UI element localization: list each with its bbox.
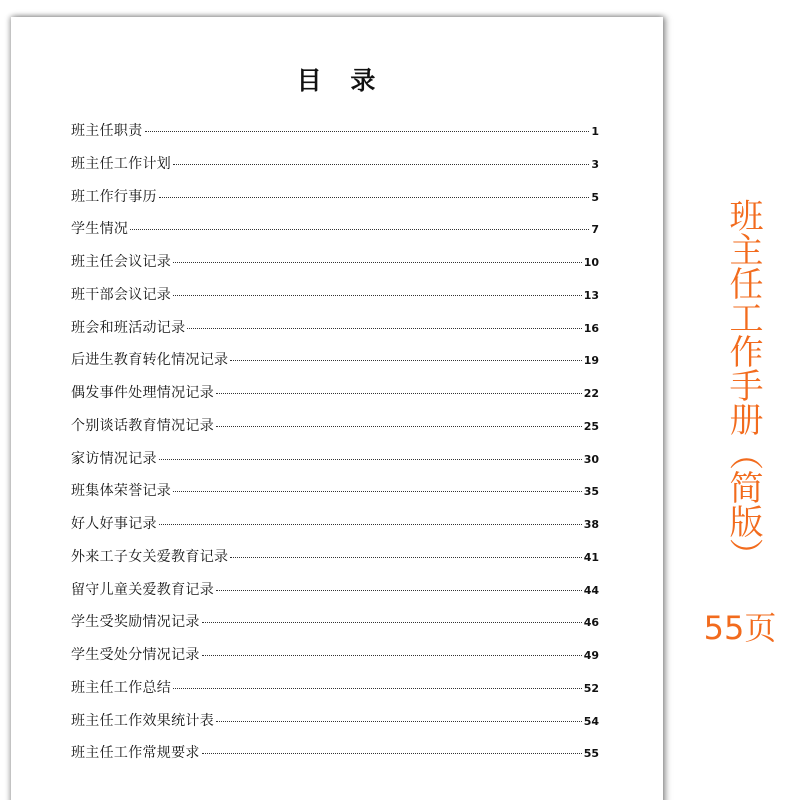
- handbook-title: 班主任工作手册（简版）: [723, 198, 763, 572]
- toc-entry: [71, 284, 599, 317]
- dot-leader: [202, 655, 582, 656]
- toc-entry: [71, 480, 599, 513]
- toc-entry: [71, 611, 599, 644]
- toc-entry: [71, 349, 599, 382]
- dot-leader: [159, 197, 590, 198]
- toc-list: [71, 120, 599, 775]
- dot-leader: [216, 721, 582, 722]
- toc-entry-title: 好人好事记录: [71, 516, 157, 532]
- toc-entry-title: 班集体荣誉记录: [71, 483, 172, 500]
- dot-leader: [173, 688, 582, 689]
- dot-leader: [230, 557, 581, 558]
- dot-leader: [173, 164, 589, 165]
- toc-entry-title: 个别谈话教育情况记录: [71, 417, 214, 434]
- toc-entry-page: 54: [583, 714, 599, 728]
- toc-entry: [71, 153, 599, 186]
- toc-entry-title: 班工作行事历: [71, 188, 157, 205]
- dot-leader: [202, 753, 582, 754]
- dot-leader: [187, 328, 581, 329]
- toc-entry-page: 30: [583, 452, 599, 466]
- toc-entry-title: 班主任工作总结: [71, 679, 172, 696]
- dot-leader: [173, 491, 582, 492]
- dot-leader: [173, 295, 582, 296]
- toc-entry-page: 22: [583, 387, 599, 400]
- toc-entry-page: 16: [583, 321, 599, 335]
- dot-leader: [216, 426, 582, 427]
- toc-entry-title: 班主任会议记录: [71, 254, 172, 270]
- toc-entry: [71, 317, 599, 350]
- toc-entry-page: 3: [591, 157, 599, 171]
- dot-leader: [159, 459, 582, 460]
- dot-leader: [216, 590, 582, 591]
- dot-leader: [145, 131, 590, 132]
- toc-entry-page: 49: [583, 649, 599, 662]
- toc-entry: [71, 120, 599, 153]
- toc-entry-title: 后进生教育转化情况记录: [71, 352, 229, 369]
- toc-title: 目 录: [296, 66, 386, 95]
- toc-entry-page: 1: [591, 125, 599, 138]
- toc-entry-title: 学生情况: [71, 221, 129, 238]
- toc-entry: [71, 644, 599, 677]
- toc-entry-page: 10: [583, 256, 599, 269]
- dot-leader: [230, 360, 581, 361]
- toc-entry-title: 家访情况记录: [71, 450, 157, 467]
- dot-leader: [159, 524, 582, 525]
- toc-entry: [71, 415, 599, 448]
- toc-entry-title: 班会和班活动记录: [71, 319, 186, 336]
- toc-entry-page: 35: [583, 485, 599, 499]
- toc-entry-title: 班主任工作计划: [71, 155, 172, 172]
- toc-entry-page: 52: [583, 681, 599, 695]
- dot-leader: [173, 262, 582, 263]
- toc-entry-page: 41: [583, 550, 599, 564]
- toc-entry-page: 5: [591, 190, 599, 204]
- toc-entry-page: 7: [591, 223, 599, 237]
- toc-entry: [71, 218, 599, 251]
- page-count: 55页: [703, 609, 777, 647]
- toc-entry: [71, 710, 599, 743]
- toc-entry: [71, 448, 599, 481]
- toc-entry: [71, 579, 599, 612]
- dot-leader: [216, 393, 582, 394]
- toc-entry: [71, 742, 599, 775]
- toc-entry-title: 偶发事件处理情况记录: [71, 385, 214, 401]
- toc-entry-title: 班主任工作效果统计表: [71, 712, 214, 729]
- toc-entry-page: 44: [583, 583, 599, 597]
- toc-entry-page: 55: [583, 747, 599, 761]
- document-page: [11, 17, 663, 800]
- toc-entry-title: 留守儿童关爱教育记录: [71, 581, 214, 598]
- dot-leader: [130, 229, 589, 230]
- toc-entry: [71, 513, 599, 546]
- toc-entry-title: 学生受奖励情况记录: [71, 614, 200, 631]
- toc-entry-page: 19: [583, 354, 599, 368]
- toc-entry: [71, 382, 599, 415]
- toc-entry-page: 13: [583, 288, 599, 302]
- toc-entry: [71, 251, 599, 284]
- toc-entry: [71, 186, 599, 219]
- toc-entry-title: 班主任工作常规要求: [71, 745, 200, 762]
- toc-entry-page: 25: [583, 419, 599, 433]
- toc-entry-title: 外来工子女关爱教育记录: [71, 548, 229, 565]
- toc-entry: [71, 546, 599, 579]
- toc-entry-title: 班干部会议记录: [71, 286, 172, 303]
- toc-entry-title: 学生受处分情况记录: [71, 647, 200, 663]
- toc-entry-page: 46: [583, 616, 599, 630]
- toc-entry-page: 38: [583, 518, 599, 531]
- dot-leader: [202, 622, 582, 623]
- toc-entry: [71, 677, 599, 710]
- toc-entry-title: 班主任职责: [71, 123, 143, 139]
